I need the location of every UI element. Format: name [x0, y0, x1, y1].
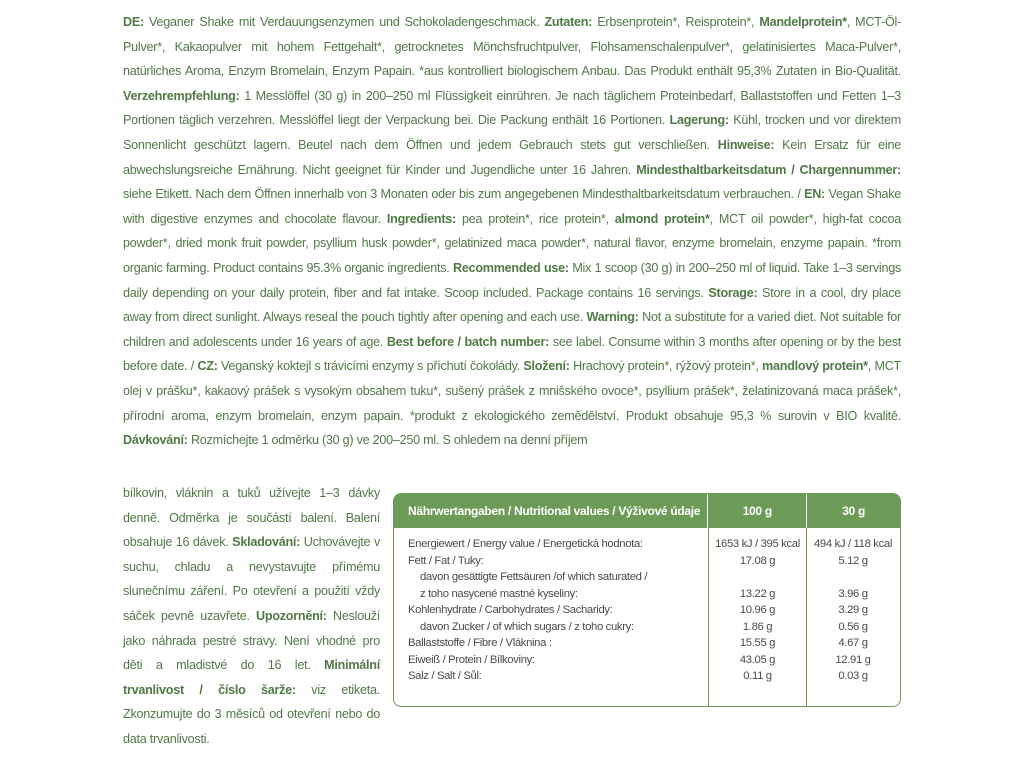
lower-section	[123, 481, 901, 752]
nutrition-row-value-100g: 0.11 g	[743, 670, 772, 682]
nutrition-row-value-100g	[709, 569, 806, 586]
en-warning: Not a substitute for a varied diet. Not suitable for children and adolescents under 16 years of age.	[123, 310, 901, 349]
nutrition-row-value-30g: 0.56 g	[838, 620, 868, 633]
nutrition-header-30g: 30 g	[806, 494, 900, 528]
de-intro: Veganer Shake mit Verdauungsenzymen und Schokoladengeschmack.	[143, 15, 545, 29]
cz-usage-a: Rozmíchejte 1 odměrku (30 g) ve 200–250 ml. S ohledem na denní příjem	[187, 433, 588, 448]
nutrition-row-label: Kohlenhydrate / Carbohydrates / Sacharidy:	[408, 604, 613, 616]
de-warning: Kein Ersatz für eine abwechslungsreiche Ernährung. Nicht geeignet für Kinder und Jugendliche unter 16 Jahren.	[123, 137, 901, 177]
de-ingredients-allergen: Mandelprotein*	[759, 15, 847, 29]
de-storage-label: Lagerung:	[669, 113, 729, 128]
de-best-before: siehe Etikett. Nach dem Öffnen innerhalb von 3 Monaten oder bis zum angegebenen Mindesthaltbarkeitsdatum verbrauchen. /	[123, 187, 805, 202]
de-ingredients-1: Erbsenprotein*, Reisprotein*,	[592, 15, 760, 29]
cz-storage-label: Skladování:	[232, 535, 301, 550]
de-best-before-label: Mindesthaltbarkeitsdatum / Chargennummer:	[636, 162, 901, 177]
en-ingredients-2: , MCT oil powder*, high-fat cocoa powder*, dried monk fruit powder, psyllium husk powder*, gelatinized maca powder*, natural flavor, enzyme bromelain, enzyme papain. *from organic farming. Product contains 95.3% organic ingredients.	[123, 211, 901, 275]
de-usage-label: Verzehrempfehlung:	[123, 88, 240, 103]
en-warning-label: Warning:	[586, 310, 639, 325]
nutrition-row-value-100g: 1653 kJ / 395 kcal	[715, 538, 800, 550]
nutrition-table-header	[394, 494, 900, 528]
nutrition-row-value-30g: 494 kJ / 118 kcal	[814, 538, 892, 550]
nutrition-row-value-100g: 10.96 g	[739, 604, 776, 616]
de-ingredients-label: Zutaten:	[544, 15, 593, 29]
cz-best-before: viz etiketa. Zkonzumujte do 3 měsíců od otevření nebo do data trvanlivosti.	[123, 682, 380, 746]
lang-label-cz: CZ:	[197, 359, 218, 374]
nutrition-row-label: Energiewert / Energy value / Energetická hodnota:	[408, 538, 643, 550]
cz-ingredients-allergen: mandlový protein*	[762, 359, 868, 374]
nutrition-row-value-30g: 4.67 g	[838, 637, 868, 649]
de-ingredients-2: , MCT-Öl-Pulver*, Kakaopulver mit hohem Fettgehalt*, getrocknetes Mönchsfruchtpulver, Flohsamenschalenpulver*, gelatinisiertes Maca-Pulver*, natürliches Aroma, Enzym Bromelain, Enzym Papain. *aus kontrolliert biologischem Anbau. Das Produkt enthält 95,3% Zutaten in Bio-Qualität.	[123, 15, 901, 79]
nutrition-row-label: Fett / Fat / Tuky:	[408, 554, 484, 567]
nutrition-row-label: z toho nasycené mastné kyseliny:	[420, 587, 578, 600]
en-ingredients-label: Ingredients:	[386, 211, 456, 226]
nutrition-row-value-30g	[807, 569, 899, 586]
en-ingredients-1: pea protein*, rice protein*,	[456, 211, 615, 226]
lang-label-de: DE:	[123, 15, 144, 29]
nutrition-row-value-100g: 43.05 g	[739, 653, 776, 666]
en-storage-label: Storage:	[708, 285, 758, 300]
cz-usage-b: bílkovin, vláknin a tuků užívejte 1–3 dávky denně. Odměrka je součástí balení. Balení obsahuje 16 dávek.	[123, 486, 380, 550]
de-storage: Kühl, trocken und vor direktem Sonnenlicht geschützt lagern. Beutel nach dem Öffnen und jedem Gebrauch stets gut verschließen.	[123, 113, 902, 152]
lang-label-en: EN:	[804, 187, 826, 202]
nutrition-row-value-30g: 5.12 g	[838, 554, 868, 567]
en-best-before: see label. Consume within 3 months after opening or by the best before date. /	[123, 334, 901, 374]
nutrition-table-body	[394, 528, 900, 706]
product-description	[123, 10, 901, 453]
nutrition-row-value-100g: 15.55 g	[739, 637, 776, 649]
nutrition-row-value-30g: 12.91 g	[835, 653, 871, 666]
cz-ingredients-2: , MCT olej v prášku*, kakaový prášek s vysokým obsahem tuku*, sušený prášek z mnišského ovoce*, psyllium prášek*, želatinizovaná maca prášek*, přírodní aroma, enzym bromelain, enzym papain. *produkt z ekologického zemědělství. Produkt obsahuje 95,3 % surovin v BIO kvalitě.	[123, 359, 901, 423]
nutrition-table	[393, 493, 901, 707]
nutrition-row-label: Eiweiß / Protein / Bílkoviny:	[408, 653, 535, 666]
cz-usage-label: Dávkování:	[123, 433, 188, 448]
cz-ingredients-1: Hrachový protein*, rýžový protein*,	[569, 359, 763, 374]
nutrition-header-100g: 100 g	[707, 494, 806, 528]
nutrition-row-label: Salz / Salt / Sůl:	[408, 670, 482, 682]
en-best-before-label: Best before / batch number:	[386, 334, 550, 349]
nutrition-row-value-30g: 3.29 g	[838, 604, 868, 616]
cz-intro: Veganský koktejl s trávicími enzymy s příchutí čokolády.	[217, 359, 524, 374]
en-storage: Store in a cool, dry place away from direct sunlight. Always reseal the pouch tightly after opening and each use.	[123, 285, 902, 325]
nutrition-header-title: Nährwertangaben / Nutritional values / Výživové údaje	[408, 504, 701, 518]
cz-ingredients-label: Složení:	[523, 359, 570, 374]
nutrition-labels-column	[394, 528, 708, 706]
cz-warning-label: Upozornění:	[256, 608, 327, 623]
nutrition-30g-column	[806, 528, 899, 706]
cz-continuation	[123, 481, 380, 752]
en-ingredients-allergen: almond protein*	[614, 211, 710, 226]
nutrition-row-value-100g: 1.86 g	[742, 620, 773, 633]
de-usage: 1 Messlöffel (30 g) in 200–250 ml Flüssigkeit einrühren. Je nach täglichem Proteinbedarf, Ballaststoffen und Fetten 1–3 Portionen täglich verzehren. Messlöffel liegt der Verpackung bei. Die Packung enthält 16 Portionen.	[123, 88, 901, 128]
nutrition-row-value-30g: 3.96 g	[838, 587, 868, 600]
nutrition-row-value-100g: 13.22 g	[739, 587, 776, 600]
de-warning-label: Hinweise:	[717, 137, 775, 152]
nutrition-row-value-100g: 17.08 g	[739, 554, 776, 567]
nutrition-row-label: Ballaststoffe / Fibre / Vláknina :	[408, 637, 552, 649]
cz-warning: Neslouží jako náhrada pestré stravy. Není vhodné pro děti a mladistvé do 16 let.	[123, 608, 381, 673]
nutrition-row-value-30g: 0.03 g	[838, 670, 868, 682]
nutrition-100g-column	[708, 528, 806, 706]
en-usage-label: Recommended use:	[452, 260, 569, 275]
nutrition-row-label: davon gesättigte Fettsäuren /of which saturated /	[420, 571, 648, 583]
cz-best-before-label: Minimální trvanlivost / číslo šarže:	[123, 658, 380, 697]
cz-storage: Uchovávejte v suchu, chladu a nevystavujte přímému slunečnímu záření. Po otevření a použití vždy sáček pevně uzavřete.	[123, 535, 380, 623]
en-usage: Mix 1 scoop (30 g) in 200–250 ml of liquid. Take 1–3 servings daily depending on your daily protein, fiber and fat intake. Scoop included. Package contains 16 servings.	[123, 260, 902, 300]
en-intro: Vegan Shake with digestive enzymes and chocolate flavour.	[123, 187, 902, 226]
nutrition-row-label: davon Zucker / of which sugars / z toho cukry:	[420, 620, 634, 633]
